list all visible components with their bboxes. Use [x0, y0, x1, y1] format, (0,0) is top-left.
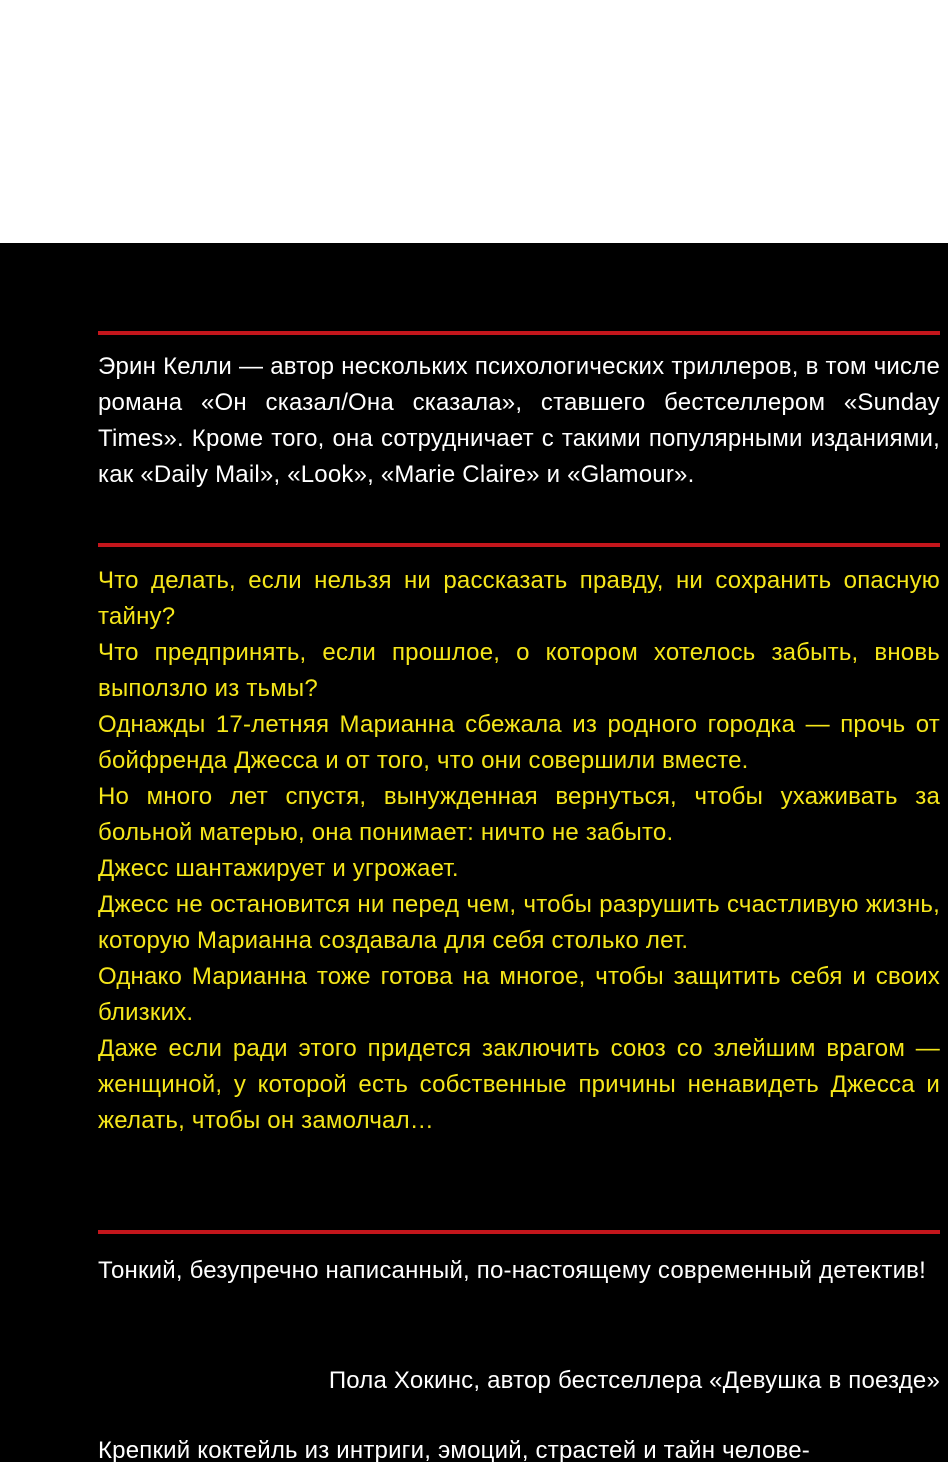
synopsis [98, 563, 940, 1139]
synopsis-paragraph: Даже если ради этого придется заключить союз со злейшим врагом — женщиной, у которой есть собственные причины ненавидеть Джесса и желать, чтобы он замолчал… [98, 1035, 940, 1134]
review-quote: Крепкий коктейль из интриги, эмоций, страстей и тайн челове- [98, 1437, 810, 1462]
review-1 [98, 1253, 940, 1289]
synopsis-paragraph: Джесс шантажирует и угрожает. [98, 855, 459, 882]
synopsis-paragraph: Что предпринять, если прошлое, о котором хотелось забыть, вновь выползло из тьмы? [98, 639, 940, 702]
review-attribution: Пола Хокинс, автор бестселлера «Девушка в поезде» [328, 1367, 940, 1394]
synopsis-paragraph: Джесс не остановится ни перед чем, чтобы разрушить счастливую жизнь, которую Марианна создавала для себя столько лет. [98, 891, 940, 954]
author-bio [98, 349, 940, 493]
divider-rule-1 [98, 331, 940, 335]
divider-rule-3 [98, 1230, 940, 1234]
synopsis-paragraph: Однажды 17-летняя Марианна сбежала из родного городка — прочь от бойфренда Джесса и от того, что они совершили вместе. [98, 711, 940, 774]
synopsis-paragraph: Однако Марианна тоже готова на многое, чтобы защитить себя и своих близких. [98, 963, 940, 1026]
back-cover-panel [0, 243, 948, 1462]
review-1-attribution [98, 1363, 940, 1399]
divider-rule-2 [98, 543, 940, 547]
synopsis-paragraph: Но много лет спустя, вынужденная вернуться, чтобы ухаживать за больной матерью, она понимает: ничто не забыто. [98, 783, 940, 846]
author-bio-text: Эрин Келли — автор нескольких психологических триллеров, в том числе романа «Он сказал/Она сказала», ставшего бестселлером «Sunday Times». Кроме того, она сотрудничает с такими популярными изданиями, как «Daily Mail», «Look», «Marie Claire» и «Glamour». [98, 353, 940, 488]
top-white-area [0, 0, 948, 243]
review-quote: Тонкий, безупречно написанный, по-настоящему современный детектив! [98, 1257, 927, 1284]
synopsis-paragraph: Что делать, если нельзя ни рассказать правду, ни сохранить опасную тайну? [98, 567, 940, 630]
review-2 [98, 1433, 940, 1462]
